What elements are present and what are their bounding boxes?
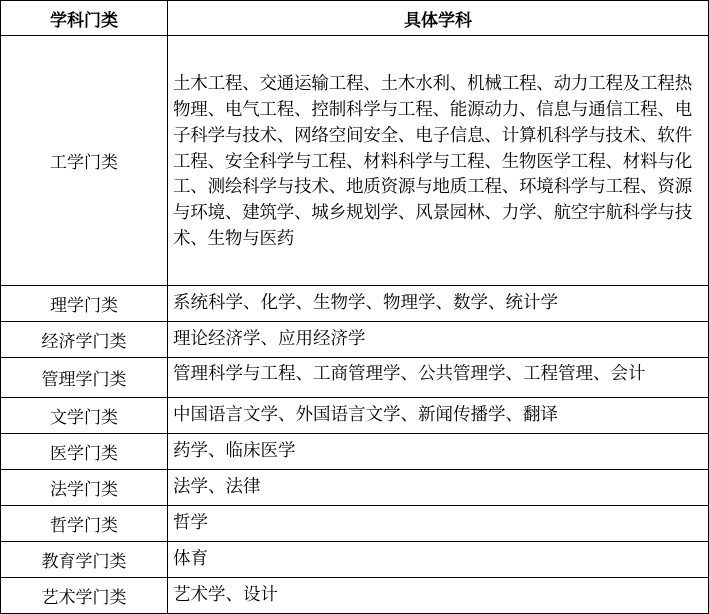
table-header-row	[1, 1, 709, 36]
header-subjects: 具体学科	[168, 1, 709, 36]
subjects-cell: 艺术学、设计	[168, 578, 709, 614]
category-cell: 管理学门类	[1, 358, 168, 398]
subjects-cell: 系统科学、化学、生物学、物理学、数学、统计学	[168, 286, 709, 322]
table-row	[1, 542, 709, 578]
category-cell: 理学门类	[1, 286, 168, 322]
category-cell: 医学门类	[1, 434, 168, 470]
header-category: 学科门类	[1, 1, 168, 36]
table-row	[1, 578, 709, 614]
table-row	[1, 36, 709, 286]
category-cell: 经济学门类	[1, 322, 168, 358]
category-cell: 法学门类	[1, 470, 168, 506]
table-row	[1, 506, 709, 542]
subjects-cell: 土木工程、交通运输工程、土木水利、机械工程、动力工程及工程热物理、电气工程、控制科学与工程、能源动力、信息与通信工程、电子科学与技术、网络空间安全、电子信息、计算机科学与技术、软件工程、安全科学与工程、材料科学与工程、生物医学工程、材料与化工、测绘科学与技术、地质资源与地质工程、环境科学与工程、资源与环境、建筑学、城乡规划学、风景园林、力学、航空宇航科学与技术、生物与医药	[168, 36, 709, 286]
category-cell: 教育学门类	[1, 542, 168, 578]
table-row	[1, 470, 709, 506]
subjects-cell: 理论经济学、应用经济学	[168, 322, 709, 358]
category-cell: 工学门类	[1, 36, 168, 286]
subjects-cell: 药学、临床医学	[168, 434, 709, 470]
table-row	[1, 434, 709, 470]
subjects-cell: 体育	[168, 542, 709, 578]
table-row	[1, 398, 709, 434]
category-cell: 文学门类	[1, 398, 168, 434]
subjects-cell: 管理科学与工程、工商管理学、公共管理学、工程管理、会计	[168, 358, 709, 398]
table-row	[1, 358, 709, 398]
table-row	[1, 322, 709, 358]
table-row	[1, 286, 709, 322]
category-cell: 哲学门类	[1, 506, 168, 542]
subjects-cell: 中国语言文学、外国语言文学、新闻传播学、翻译	[168, 398, 709, 434]
subjects-cell: 法学、法律	[168, 470, 709, 506]
category-cell: 艺术学门类	[1, 578, 168, 614]
subjects-cell: 哲学	[168, 506, 709, 542]
